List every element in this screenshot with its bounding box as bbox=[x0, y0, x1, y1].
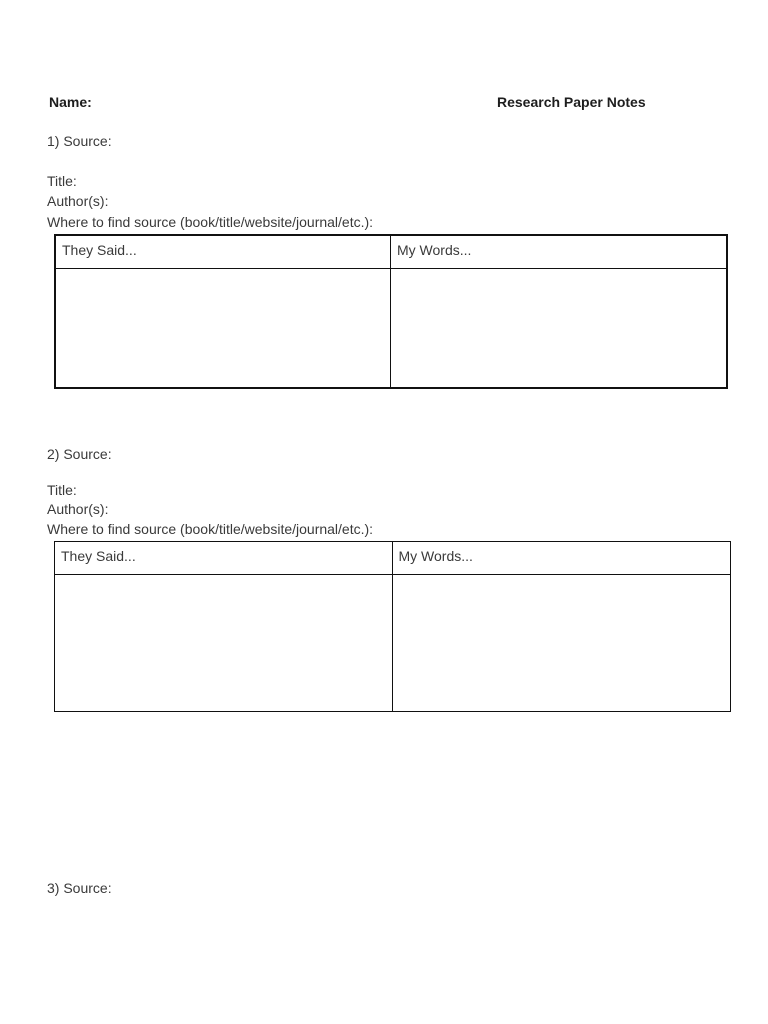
source-2-label: 2) Source: bbox=[47, 446, 112, 462]
source-1-where-label: Where to find source (book/title/website/journal/etc.): bbox=[47, 214, 374, 230]
source-2-where-label: Where to find source (book/title/website/journal/etc.): bbox=[47, 521, 374, 537]
source-2-they-said-cell[interactable] bbox=[55, 575, 393, 711]
source-1-my-words-cell[interactable] bbox=[391, 269, 726, 387]
source-1-label: 1) Source: bbox=[47, 133, 112, 149]
document-title: Research Paper Notes bbox=[497, 94, 646, 110]
source-1-my-words-header: My Words... bbox=[391, 236, 726, 269]
source-2-my-words-header: My Words... bbox=[393, 542, 731, 575]
source-3-label: 3) Source: bbox=[47, 880, 112, 896]
source-1-notes-table bbox=[54, 234, 728, 389]
source-1-they-said-cell[interactable] bbox=[56, 269, 391, 387]
source-1-author-label: Author(s): bbox=[47, 193, 109, 209]
source-2-title-label: Title: bbox=[47, 482, 77, 498]
source-2-author-label: Author(s): bbox=[47, 501, 109, 517]
source-2-my-words-cell[interactable] bbox=[393, 575, 731, 711]
name-label: Name: bbox=[49, 94, 92, 110]
source-2-they-said-header: They Said... bbox=[55, 542, 393, 575]
source-2-notes-table bbox=[54, 541, 731, 712]
source-1-they-said-header: They Said... bbox=[56, 236, 391, 269]
source-1-title-label: Title: bbox=[47, 173, 77, 189]
